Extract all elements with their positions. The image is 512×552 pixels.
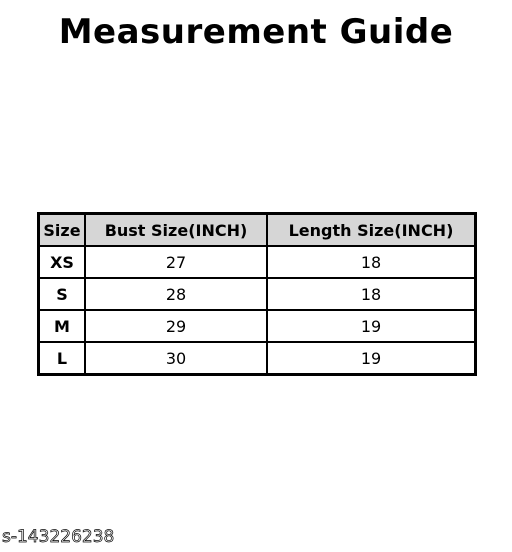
length-cell: 19 xyxy=(267,342,476,375)
table-row xyxy=(39,278,476,310)
size-cell: L xyxy=(39,342,86,375)
measurement-table xyxy=(37,212,477,376)
table-row xyxy=(39,342,476,375)
bust-cell: 29 xyxy=(85,310,267,342)
length-cell: 18 xyxy=(267,246,476,278)
header-size: Size xyxy=(39,214,86,247)
header-bust-size: Bust Size(INCH) xyxy=(85,214,267,247)
bust-cell: 27 xyxy=(85,246,267,278)
table-row xyxy=(39,310,476,342)
length-cell: 18 xyxy=(267,278,476,310)
size-cell: M xyxy=(39,310,86,342)
length-cell: 19 xyxy=(267,310,476,342)
page-title: Measurement Guide xyxy=(58,12,454,52)
size-cell: S xyxy=(39,278,86,310)
header-length-size: Length Size(INCH) xyxy=(267,214,476,247)
size-cell: XS xyxy=(39,246,86,278)
bust-cell: 28 xyxy=(85,278,267,310)
bust-cell: 30 xyxy=(85,342,267,375)
table-row xyxy=(39,246,476,278)
product-id-watermark: s-143226238 xyxy=(2,527,115,547)
table-header-row xyxy=(39,214,476,247)
